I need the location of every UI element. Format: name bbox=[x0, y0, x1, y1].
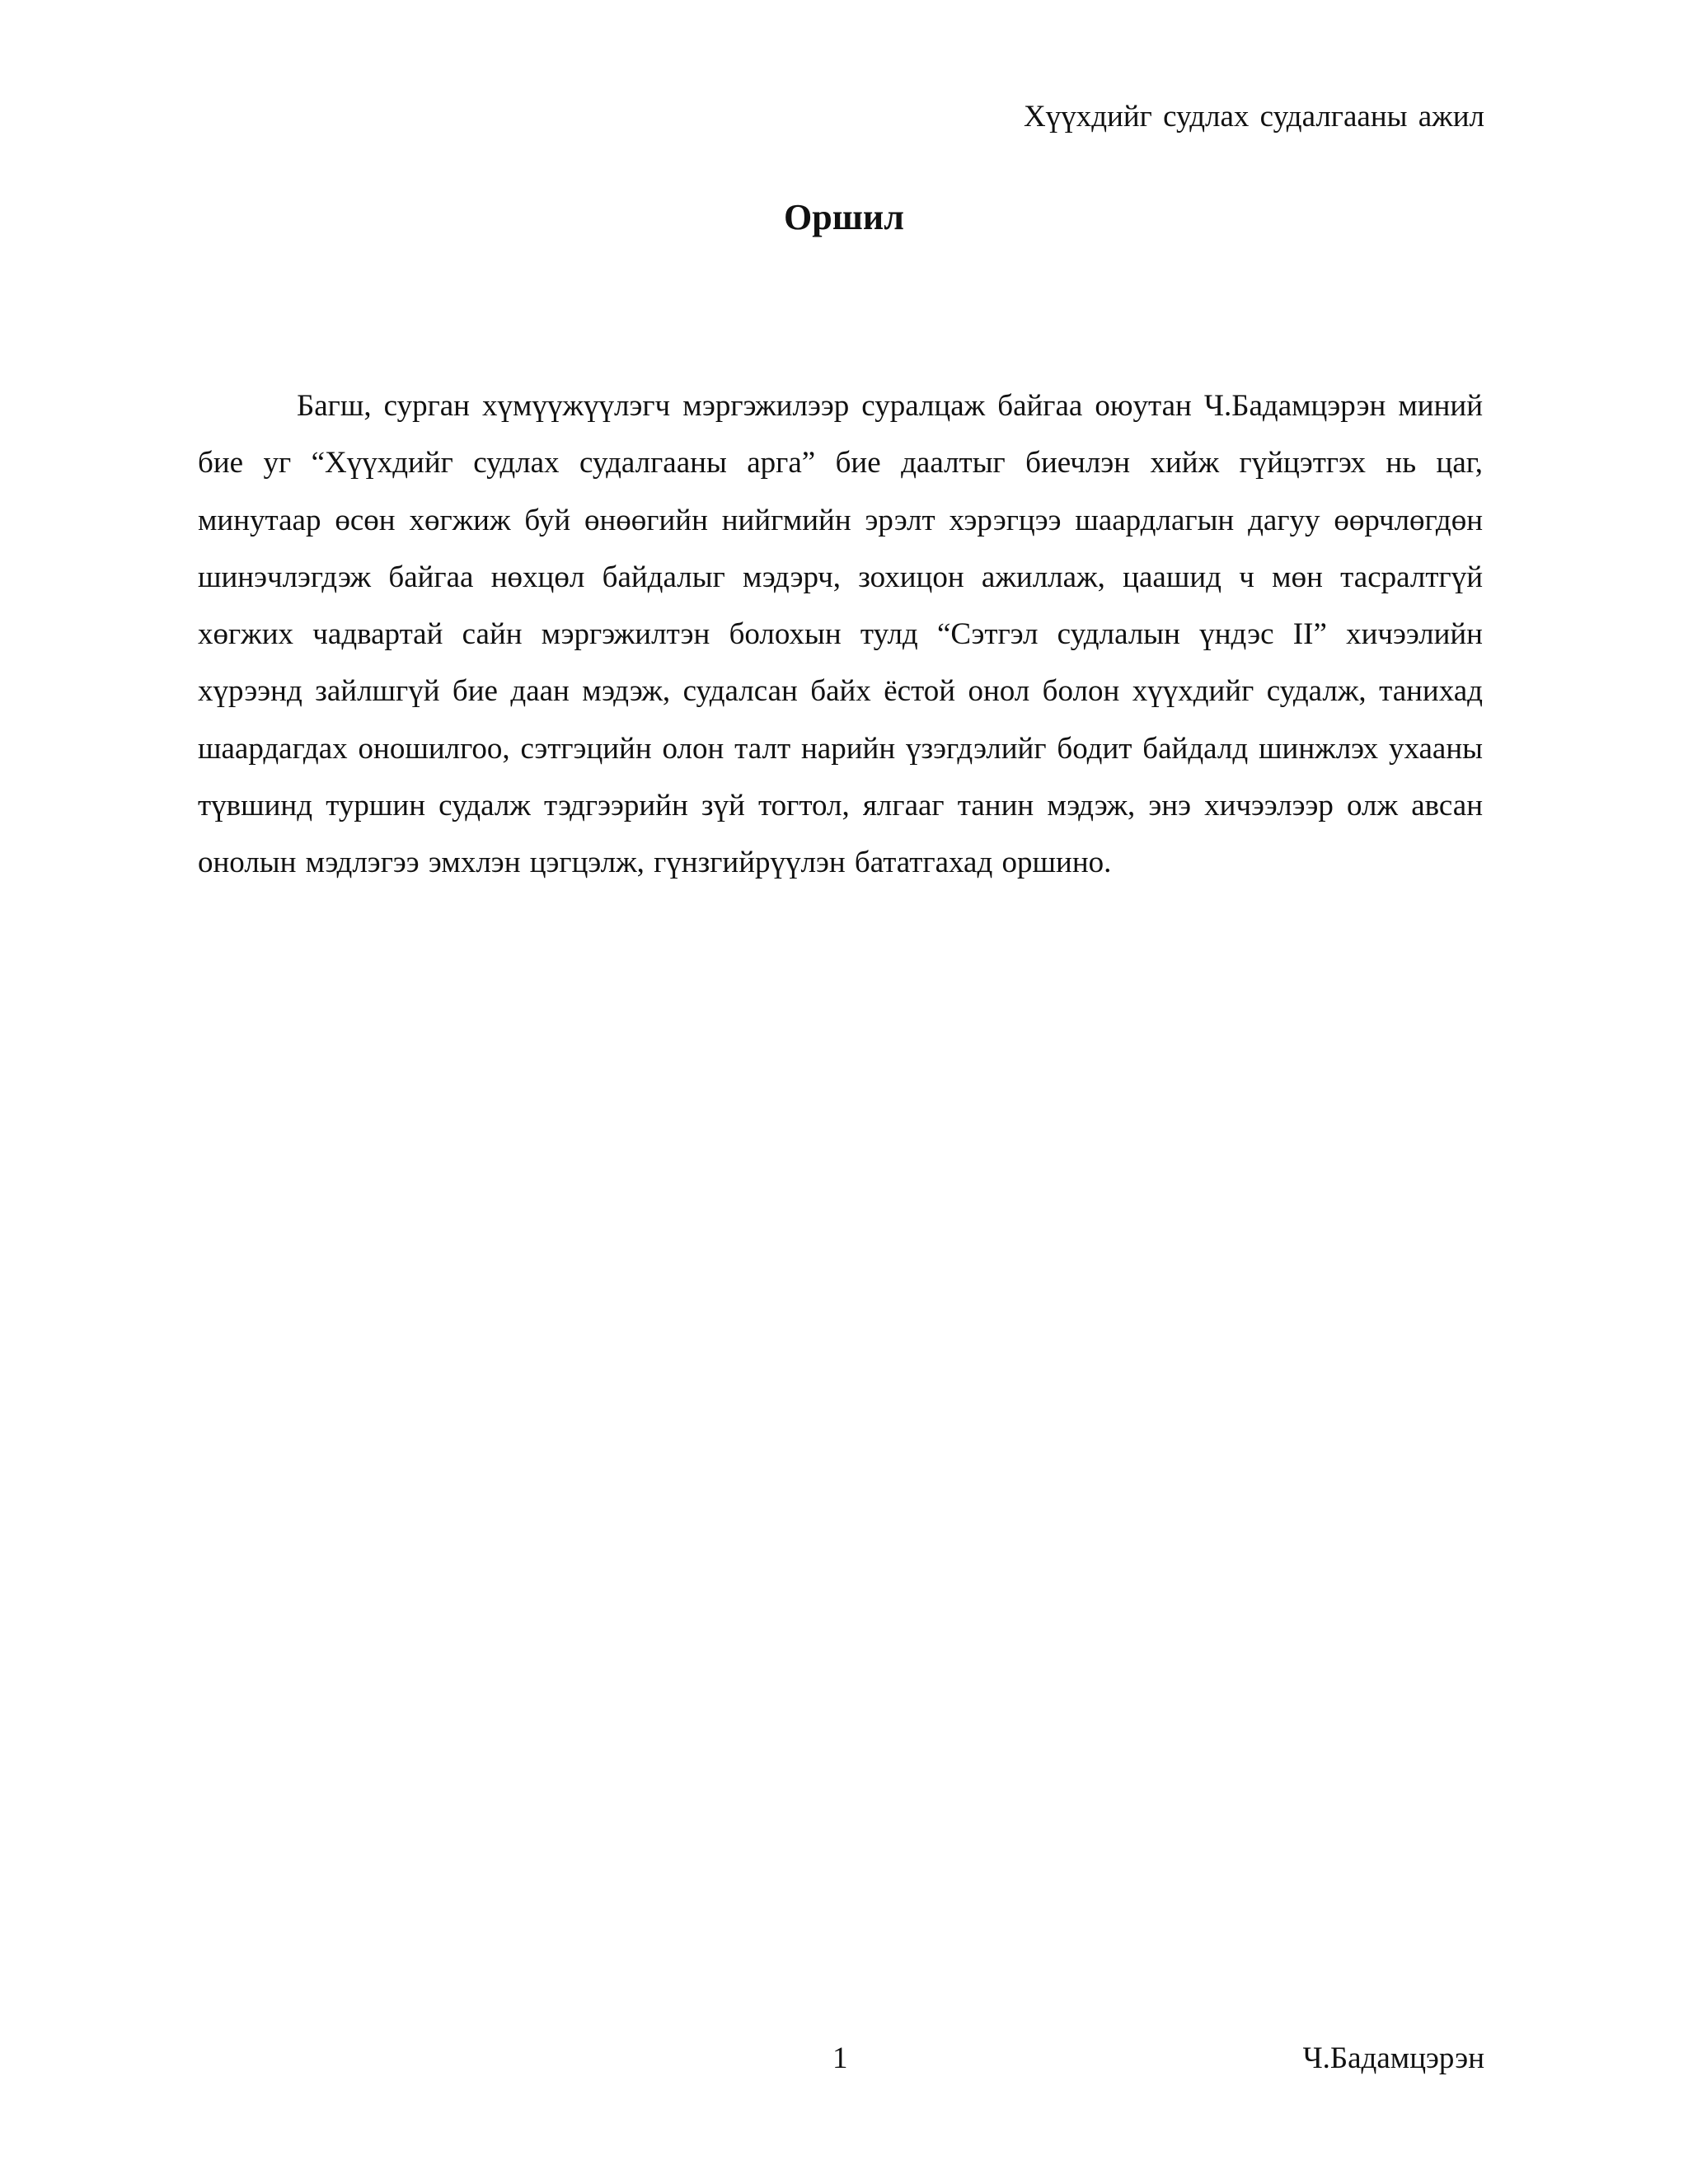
running-header: Хүүхдийг судлах судалгааны ажил bbox=[1024, 100, 1484, 134]
footer-author: Ч.Бадамцэрэн bbox=[1302, 2041, 1484, 2075]
body-paragraph: Багш, сурган хүмүүжүүлэгч мэргэжилээр суралцаж байгаа оюутан Ч.Бадамцэрэн миний бие уг “Хүүхдийг судлах судалгааны арга” бие даалтыг биечлэн хийж гүйцэтгэх нь цаг, минутаар өсөн хөгжиж буй өнөөгийн нийгмийн эрэлт хэрэгцээ шаардлагын дагуу өөрчлөгдөн шинэчлэгдэж байгаа нөхцөл байдалыг мэдэрч, зохицон ажиллаж, цаашид ч мөн тасралтгүй хөгжих чадвартай сайн мэргэжилтэн болохын тулд “Сэтгэл судлалын үндэс II” хичээлийн хүрээнд зайлшгүй бие даан мэдэж, судалсан байх ёстой онол болон хүүхдийг судалж, танихад шаардагдах оношилгоо, сэтгэцийн олон талт нарийн үзэгдэлийг бодит байдалд шинжлэх ухааны түвшинд туршин судалж тэдгээрийн зүй тогтол, ялгааг танин мэдэж, энэ хичээлээр олж авсан онолын мэдлэгээ эмхлэн цэгцэлж, гүнзгийрүүлэн бататгахад оршино. bbox=[198, 389, 1483, 880]
section-title: Оршил bbox=[784, 197, 904, 237]
page-number: 1 bbox=[832, 2041, 848, 2075]
